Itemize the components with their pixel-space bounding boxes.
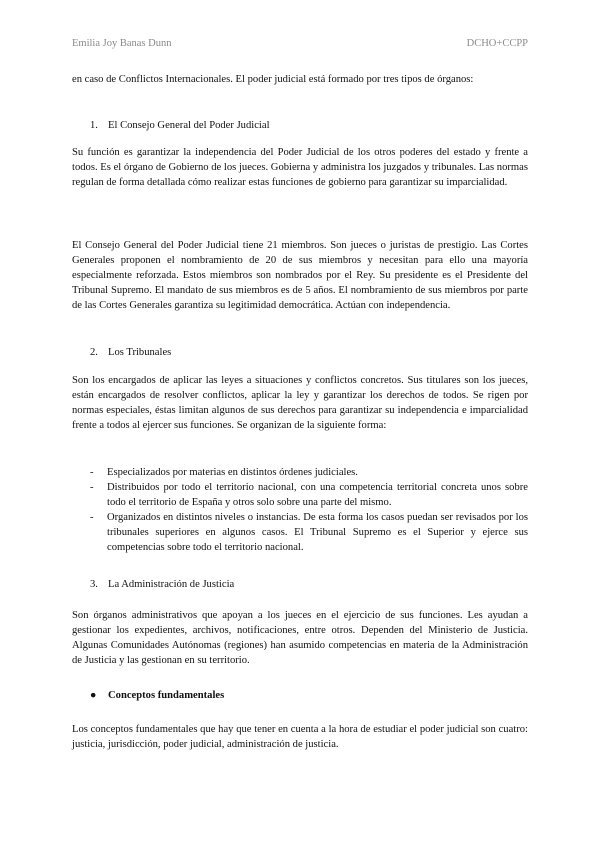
list-item-text: Especializados por materias en distintos órdenes judiciales. <box>107 467 358 478</box>
concepts-title: Conceptos fundamentales <box>108 690 225 701</box>
section-1-number: 1. <box>90 120 98 131</box>
bullet-icon: ● <box>90 690 97 701</box>
section-3-title: La Administración de Justicia <box>108 579 235 590</box>
list-item <box>90 510 528 555</box>
section-3-heading <box>90 577 234 592</box>
section-2-paragraph-1: Son los encargados de aplicar las leyes a situaciones y conflictos concretos. Sus titulares son los jueces, están encargados de resolver conflictos, aplicar la ley y garantizar los derechos de todos. Se rigen por normas especiales, éstas limitan algunos de sus derechos para garantizar su independencia e imparcialidad frente a todos al ejercer sus funciones. Se organizan de la siguiente forma: <box>72 375 528 431</box>
list-item <box>90 480 528 510</box>
header-author: Emilia Joy Banas Dunn <box>72 38 172 49</box>
dash-marker: - <box>90 512 94 523</box>
section-3-paragraph-1: Son órganos administrativos que apoyan a los jueces en el ejercicio de sus funciones. Les ayudan a gestionar los expedientes, archivos, notificaciones, entre otros. Dependen del Ministerio de Justicia. Algunas Comunidades Autónomas (regiones) han asumido competencias en materia de la Administración de Justicia y las gestionan en su territorio. <box>72 610 528 666</box>
section-2-number: 2. <box>90 347 98 358</box>
section-1-paragraph-1: Su función es garantizar la independencia del Poder Judicial de los otros poderes del estado y frente a todos. Es el órgano de Gobierno de los jueces. Gobierna y administra los juzgados y tribunales. Las normas regulan de forma detallada cómo realizar estas funciones de gobierno para garantizar su imparcialidad. <box>72 147 528 188</box>
section-2-heading <box>90 345 171 360</box>
dash-marker: - <box>90 482 94 493</box>
section-3-number: 3. <box>90 579 98 590</box>
section-1-paragraph-2: El Consejo General del Poder Judicial tiene 21 miembros. Son jueces o juristas de prestigio. Las Cortes Generales proponen el nombramiento de 20 de sus miembros y necesitan para ello una mayoría especialmente reforzada. Estos miembros son nombrados por el Rey. Su presidente es el Presidente del Tribunal Supremo. El mandato de sus miembros es de 5 años. El nombramiento de sus miembros por parte de las Cortes Generales garantiza su legitimidad democrática. Actúan con independencia. <box>72 240 528 311</box>
section-1-heading <box>90 118 270 133</box>
concepts-heading <box>90 688 224 703</box>
list-item <box>90 465 528 480</box>
section-2-list <box>90 465 528 555</box>
section-2-title: Los Tribunales <box>108 347 172 358</box>
header-course: DCHO+CCPP <box>466 38 528 49</box>
intro-paragraph: en caso de Conflictos Internacionales. El poder judicial está formado por tres tipos de órganos: <box>72 74 474 85</box>
dash-marker: - <box>90 467 94 478</box>
list-item-text: Distribuidos por todo el territorio nacional, con una competencia territorial concreta unos sobre todo el territorio de España y otros solo sobre una parte del mismo. <box>107 482 528 508</box>
concepts-paragraph: Los conceptos fundamentales que hay que tener en cuenta a la hora de estudiar el poder judicial son cuatro: justicia, jurisdicción, poder judicial, administración de justicia. <box>72 724 528 750</box>
section-1-title: El Consejo General del Poder Judicial <box>108 120 270 131</box>
list-item-text: Organizados en distintos niveles o instancias. De esta forma los casos puedan ser revisados por los tribunales superiores en algunos casos. El Tribunal Supremo es el Superior y ejerce sus competencias sobre todo el territorio nacional. <box>107 512 528 553</box>
